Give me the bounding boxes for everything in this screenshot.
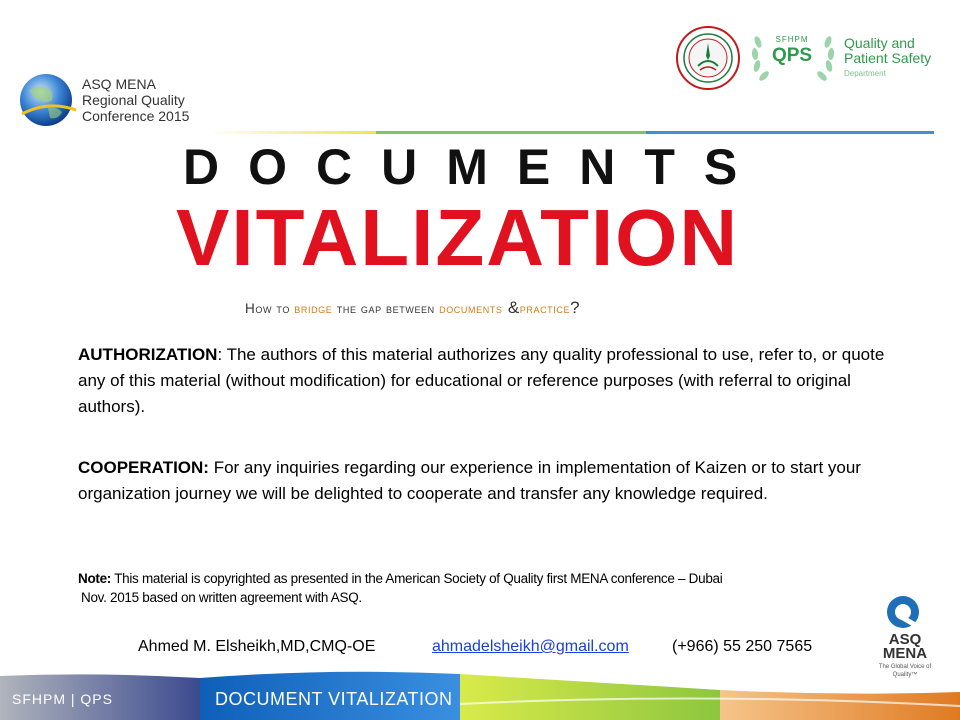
subtitle-practice: practice	[519, 301, 571, 316]
qps-small-label: SFHPM	[775, 35, 809, 44]
asq-q-icon	[884, 593, 922, 631]
subtitle-question: ?	[570, 298, 581, 317]
qps-dept-line-1: Quality and	[844, 35, 915, 51]
globe-logo-icon	[18, 70, 78, 130]
contact-phone: (+966) 55 250 7565	[672, 638, 813, 655]
qps-department	[844, 36, 931, 81]
asq-name	[868, 633, 942, 661]
title-vitalization: VITALIZATION	[176, 193, 740, 282]
cooperation-text: For any inquiries regarding our experience in implementation of Kaizen or to start your organization journey we will be delighted to cooperate and transfer any knowledge required.	[78, 458, 861, 503]
asq-name-line-2: MENA	[882, 645, 928, 662]
divider-blue	[646, 131, 934, 134]
qps-logo-text: QPS	[771, 45, 813, 66]
conference-logo	[18, 70, 208, 130]
qps-dept-line-2: Patient Safety	[844, 50, 932, 66]
divider-yellow	[208, 131, 376, 134]
subtitle-bridge: bridge	[294, 301, 333, 316]
subtitle	[245, 298, 580, 318]
cooperation-paragraph	[78, 455, 888, 507]
note-line-1: This material is copyrighted as presented in the American Society of Quality first MENA conference – Dubai	[111, 571, 723, 586]
conference-title	[82, 76, 189, 124]
hospital-seal-icon	[676, 26, 740, 90]
cooperation-label: COOPERATION:	[78, 458, 209, 477]
subtitle-part-3: the gap between	[332, 301, 440, 316]
copyright-note	[78, 569, 878, 607]
contact-name: Ahmed M. Elsheikh,MD,CMQ-OE	[138, 638, 376, 655]
footer-org-label: SFHPM | QPS	[12, 691, 113, 707]
authorization-label: AUTHORIZATION	[78, 345, 218, 364]
authorization-paragraph	[78, 342, 888, 420]
note-line-2: Nov. 2015 based on written agreement with ASQ.	[81, 590, 362, 605]
asq-name-line-1: ASQ	[888, 631, 922, 648]
authorization-text: : The authors of this material authorizes any quality professional to use, refer to, or quote any of this material (without modification) for educational or reference purposes (with referral to original authors).	[78, 345, 885, 416]
title-documents: DOCUMENTS	[183, 139, 767, 195]
contact-email-link[interactable]: ahmadelsheikh@gmail.com	[432, 638, 629, 655]
qps-dept-sub: Department	[844, 69, 886, 78]
asq-tagline: The Global Voice of Quality™	[878, 664, 932, 678]
footer-title-label: DOCUMENT VITALIZATION	[215, 689, 453, 709]
conference-line-1: ASQ MENA	[82, 76, 156, 92]
divider-green	[376, 131, 646, 134]
conference-line-2: Regional Quality	[82, 92, 185, 108]
subtitle-documents: documents	[439, 301, 503, 316]
note-label: Note:	[78, 571, 111, 586]
footer-bar	[0, 662, 960, 720]
conference-line-3: Conference 2015	[82, 108, 190, 124]
subtitle-part-1: How to	[245, 301, 295, 316]
subtitle-ampersand: &	[502, 298, 520, 317]
